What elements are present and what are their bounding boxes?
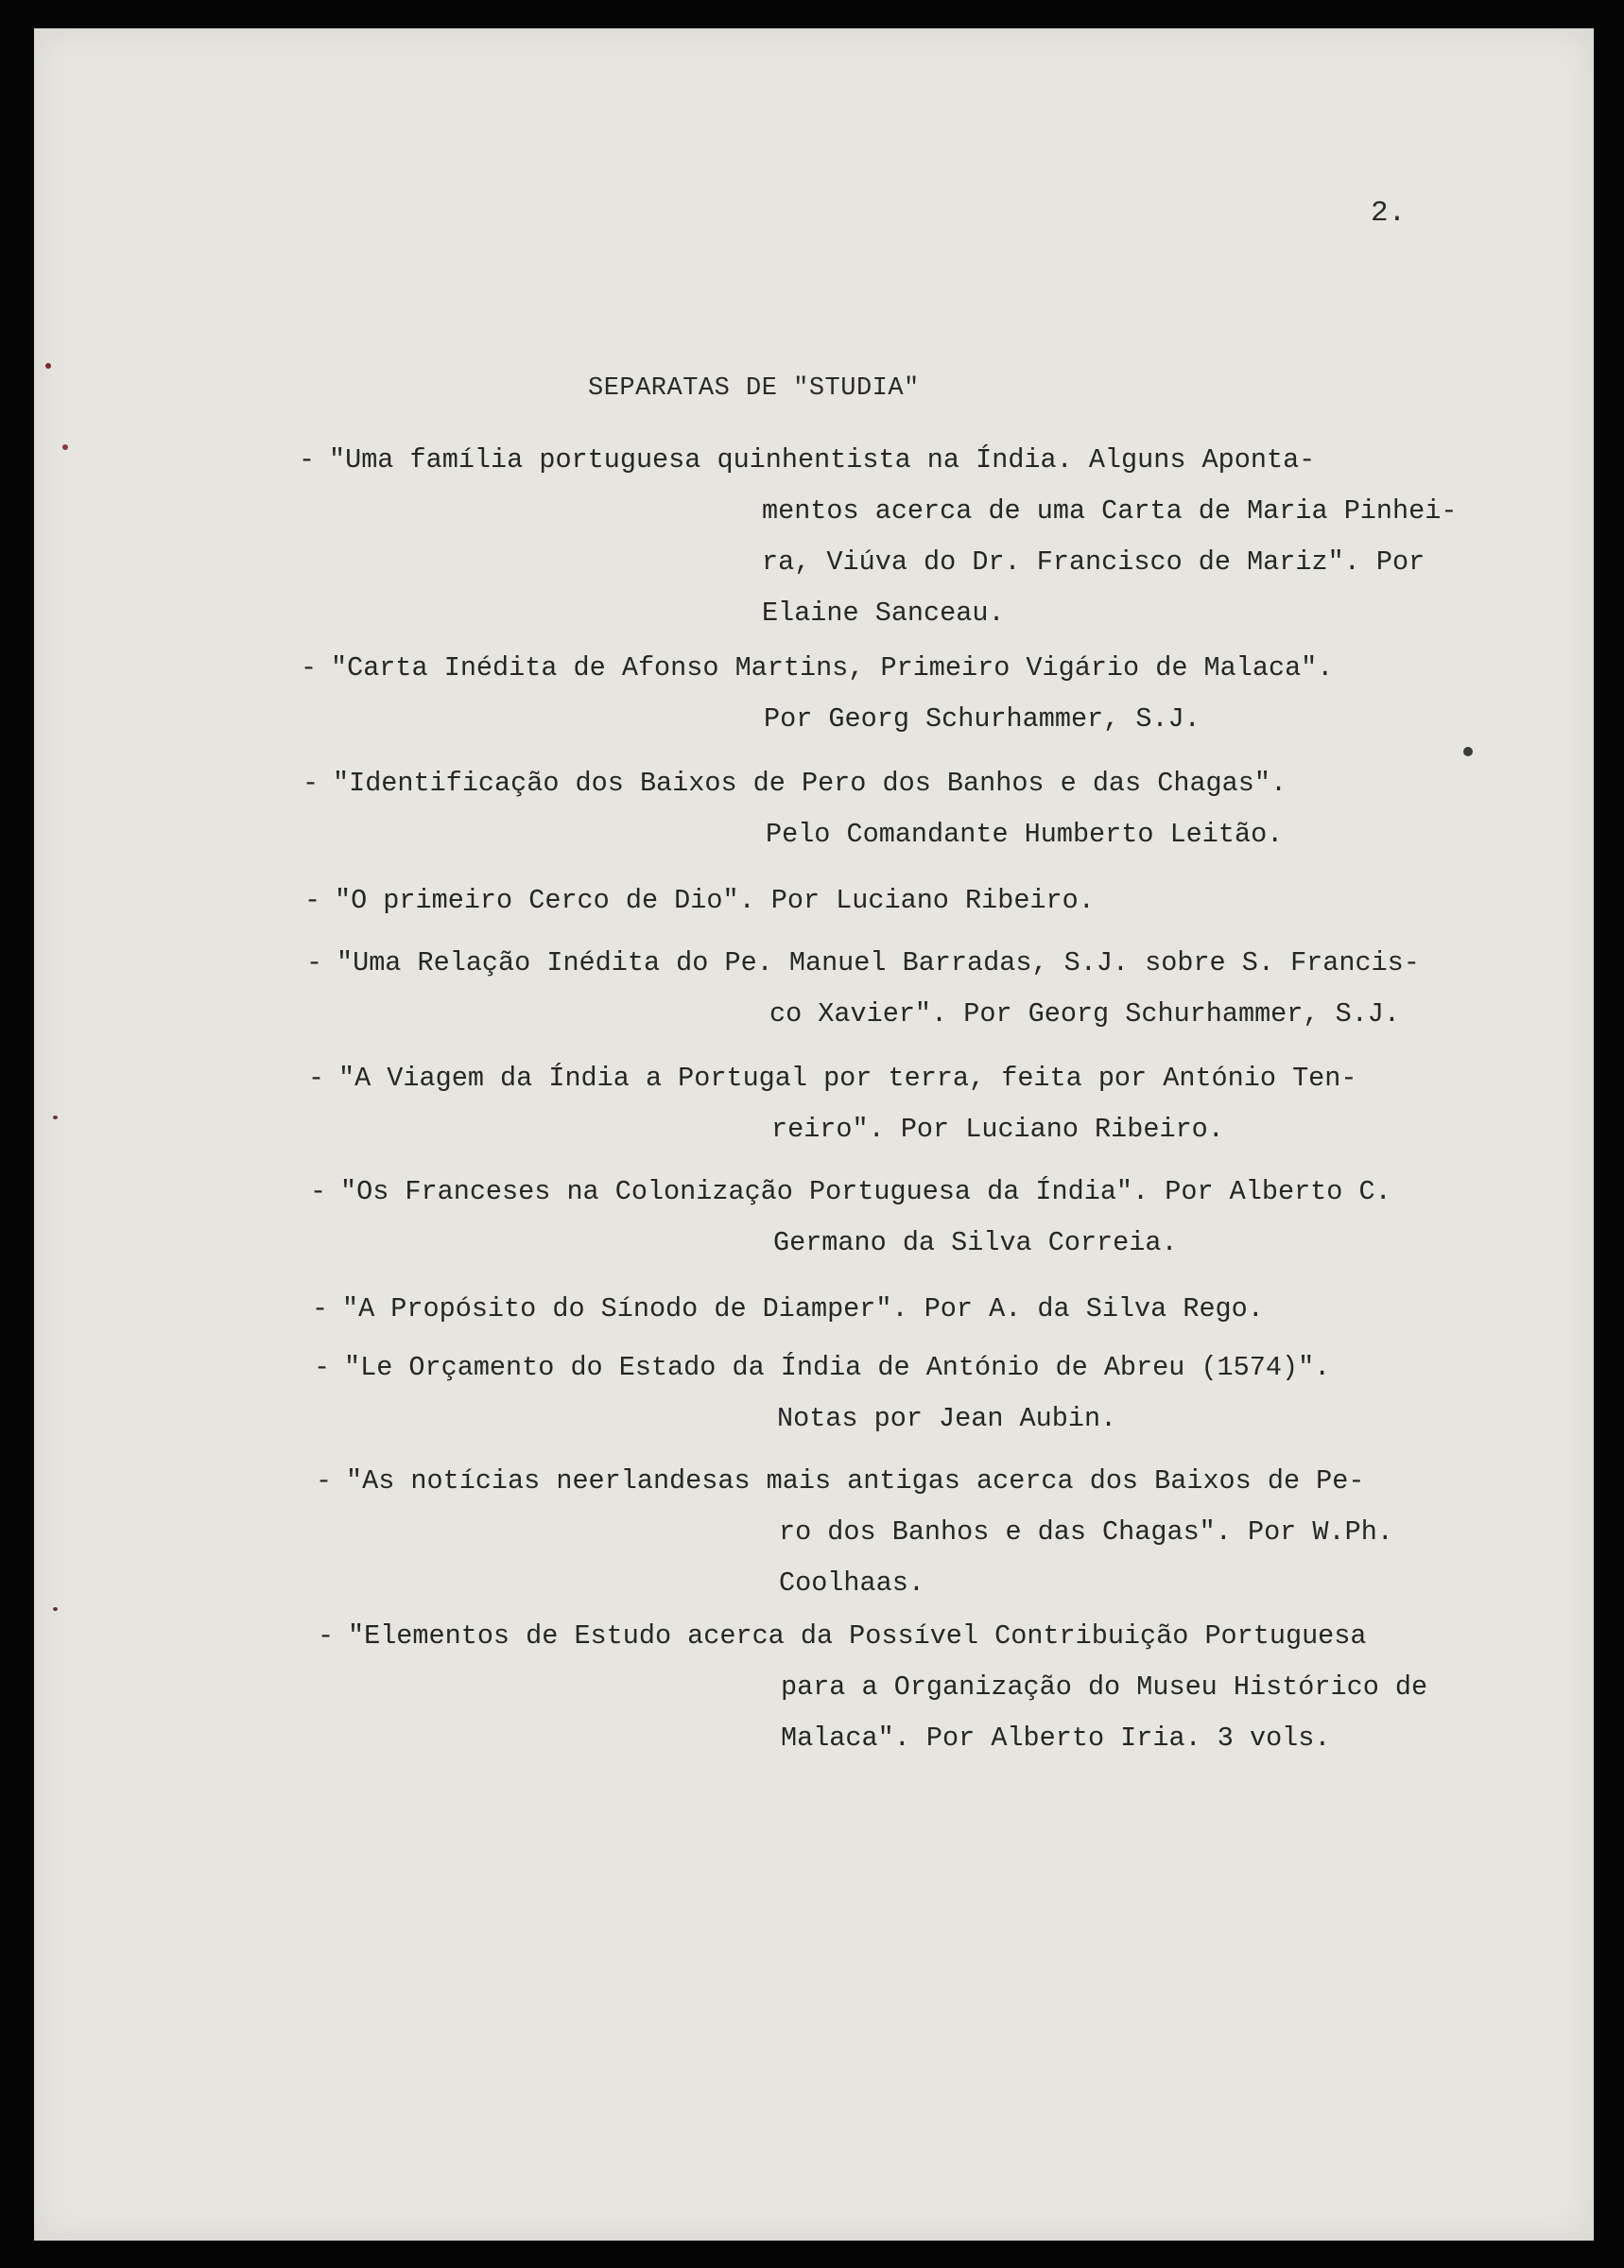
entry-line: co Xavier". Por Georg Schurhammer, S.J. <box>769 998 1401 1030</box>
document-page <box>34 28 1594 2241</box>
page-number: 2. <box>1371 197 1407 230</box>
entry-line: Notas por Jean Aubin. <box>777 1403 1117 1434</box>
entry-line: mentos acerca de uma Carta de Maria Pinhei- <box>762 495 1458 527</box>
entry-line: Malaca". Por Alberto Iria. 3 vols. <box>781 1723 1331 1754</box>
entry-line: reiro". Por Luciano Ribeiro. <box>771 1114 1224 1145</box>
bullet-dash: - <box>316 1465 333 1497</box>
bullet-dash: - <box>301 652 318 684</box>
bullet-dash: - <box>302 768 320 799</box>
entry-line: ro dos Banhos e das Chagas". Por W.Ph. <box>779 1516 1393 1548</box>
bullet-dash: - <box>308 1063 325 1094</box>
entry-line: Pelo Comandante Humberto Leitão. <box>766 819 1284 850</box>
bullet-dash: - <box>299 444 316 476</box>
paper-speck <box>45 363 51 369</box>
bullet-dash: - <box>314 1352 331 1383</box>
bullet-dash: - <box>318 1620 335 1652</box>
entry-line: "Carta Inédita de Afonso Martins, Primeiro Vigário de Malaca". <box>331 652 1334 684</box>
entry-line: "A Viagem da Índia a Portugal por terra, feita por António Ten- <box>338 1063 1357 1094</box>
entry-line: Elaine Sanceau. <box>762 597 1005 629</box>
entry-line: "O primeiro Cerco de Dio". Por Luciano Ribeiro. <box>335 885 1095 916</box>
entry-line: "Uma família portuguesa quinhentista na Índia. Alguns Aponta- <box>329 444 1316 476</box>
entry-line: Germano da Silva Correia. <box>773 1227 1178 1258</box>
entry-line: "Le Orçamento do Estado da Índia de António de Abreu (1574)". <box>344 1352 1331 1383</box>
entry-line: "Identificação dos Baixos de Pero dos Banhos e das Chagas". <box>333 768 1287 799</box>
entry-line: "Os Franceses na Colonização Portuguesa da Índia". Por Alberto C. <box>340 1176 1391 1207</box>
entry-line: "Uma Relação Inédita do Pe. Manuel Barradas, S.J. sobre S. Francis- <box>337 947 1420 978</box>
entry-line: ra, Viúva do Dr. Francisco de Mariz". Por <box>762 546 1425 578</box>
paper-speck <box>53 1116 58 1119</box>
bullet-dash: - <box>304 885 321 916</box>
bullet-dash: - <box>310 1176 327 1207</box>
entry-line: Por Georg Schurhammer, S.J. <box>764 703 1201 735</box>
entry-line: "Elementos de Estudo acerca da Possível Contribuição Portuguesa <box>348 1620 1367 1652</box>
page-title: SEPARATAS DE "STUDIA" <box>588 374 920 403</box>
entry-line: "As notícias neerlandesas mais antigas acerca dos Baixos de Pe- <box>346 1465 1365 1497</box>
entry-line: para a Organização do Museu Histórico de <box>781 1671 1428 1703</box>
paper-speck <box>62 444 68 450</box>
bullet-dash: - <box>312 1293 329 1324</box>
entry-line: Coolhaas. <box>779 1567 924 1599</box>
entry-line: "A Propósito do Sínodo de Diamper". Por A. da Silva Rego. <box>342 1293 1264 1324</box>
paper-speck <box>53 1607 58 1611</box>
bullet-dash: - <box>306 947 323 978</box>
paper-speck <box>1463 747 1473 756</box>
